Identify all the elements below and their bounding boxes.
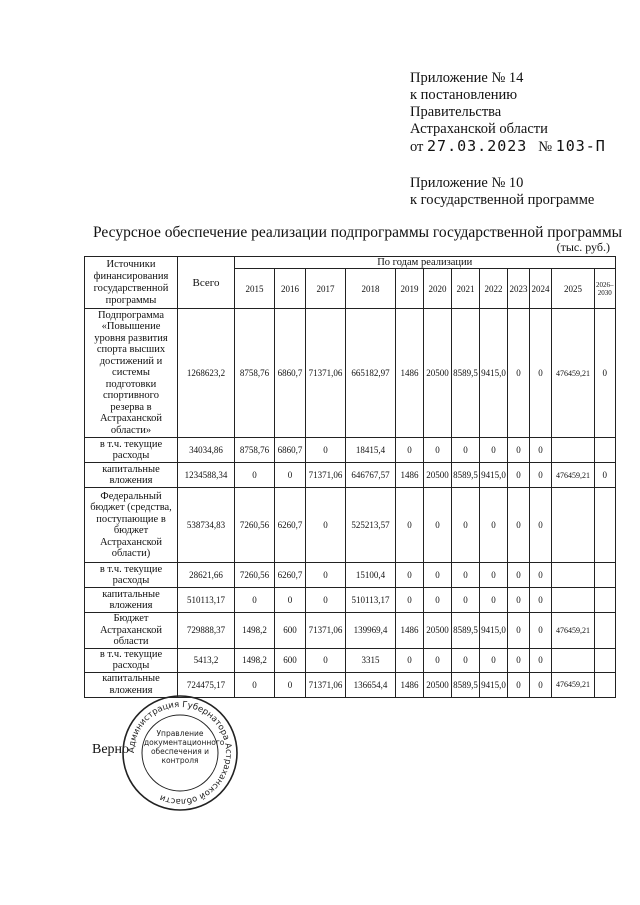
decree-number: 103-П [555, 137, 606, 155]
appendix-line: Приложение № 14 [410, 70, 524, 86]
table-cell: 0 [530, 588, 552, 613]
year-header: 2021 [452, 269, 480, 309]
year-header: 2017 [306, 269, 346, 309]
year-header: 2018 [346, 269, 396, 309]
table-cell: 0 [275, 588, 306, 613]
table-cell: 71371,06 [306, 672, 346, 697]
table-cell: 0 [424, 438, 452, 463]
row-total: 510113,17 [178, 588, 235, 613]
table-row [85, 463, 616, 488]
row-label: в т.ч. текущие расходы [85, 648, 178, 672]
table-cell: 0 [396, 648, 424, 672]
header-total: Всего [178, 257, 235, 309]
table-cell: 476459,21 [552, 463, 595, 488]
table-cell: 0 [424, 648, 452, 672]
table-cell: 0 [530, 463, 552, 488]
table-cell: 525213,57 [346, 488, 396, 563]
row-label: Федеральный бюджет (средства, поступающие в бюджет Астраханской области) [85, 488, 178, 563]
table-cell: 0 [452, 438, 480, 463]
table-cell: 0 [530, 613, 552, 649]
year-header: 2026–2030 [595, 269, 616, 309]
table-cell: 1486 [396, 613, 424, 649]
year-header: 2020 [424, 269, 452, 309]
year-header: 2024 [530, 269, 552, 309]
table-cell: 8589,5 [452, 613, 480, 649]
appendix-line: к постановлению [410, 87, 518, 103]
year-header: 2015 [235, 269, 275, 309]
table-cell: 0 [306, 438, 346, 463]
table-cell: 0 [452, 563, 480, 588]
table-cell: 1498,2 [235, 613, 275, 649]
table-cell [595, 438, 616, 463]
year-header: 2019 [396, 269, 424, 309]
table-cell: 0 [424, 563, 452, 588]
table-cell: 6860,7 [275, 309, 306, 438]
table-cell: 18415,4 [346, 438, 396, 463]
row-label: в т.ч. текущие расходы [85, 563, 178, 588]
table-cell: 600 [275, 613, 306, 649]
table-cell: 0 [508, 488, 530, 563]
table-cell: 0 [530, 648, 552, 672]
table-cell: 476459,21 [552, 309, 595, 438]
table-cell: 9415,0 [480, 613, 508, 649]
table-cell: 0 [480, 588, 508, 613]
table-row [85, 488, 616, 563]
stamp-ring-text: Администрация Губернатора Астраханской области [126, 699, 234, 807]
table-cell: 139969,4 [346, 613, 396, 649]
row-total: 729888,37 [178, 613, 235, 649]
table-cell: 0 [480, 648, 508, 672]
table-cell: 15100,4 [346, 563, 396, 588]
resource-table [84, 256, 616, 698]
table-cell: 0 [480, 438, 508, 463]
table-cell: 0 [452, 588, 480, 613]
table-cell: 476459,21 [552, 672, 595, 697]
table-cell: 0 [306, 563, 346, 588]
decree-date: 27.03.2023 [427, 137, 528, 155]
table-cell: 600 [275, 648, 306, 672]
table-row [85, 648, 616, 672]
table-cell: 0 [508, 438, 530, 463]
table-row [85, 613, 616, 649]
year-header: 2016 [275, 269, 306, 309]
table-cell: 0 [396, 563, 424, 588]
table-cell: 6260,7 [275, 488, 306, 563]
table-cell: 9415,0 [480, 463, 508, 488]
table-cell: 20500 [424, 463, 452, 488]
table-cell: 0 [508, 588, 530, 613]
table-cell: 0 [235, 672, 275, 697]
table-cell: 0 [306, 648, 346, 672]
date-prefix: от [410, 139, 424, 155]
table-cell: 0 [530, 309, 552, 438]
table-cell: 71371,06 [306, 309, 346, 438]
units-label: (тыс. руб.) [556, 240, 610, 254]
table-cell: 510113,17 [346, 588, 396, 613]
table-cell [595, 672, 616, 697]
table-row [85, 309, 616, 438]
table-cell [595, 588, 616, 613]
appendix-header [410, 70, 606, 156]
table-cell: 0 [424, 488, 452, 563]
table-cell: 9415,0 [480, 672, 508, 697]
table-cell: 7260,56 [235, 488, 275, 563]
row-label: капитальные вложения [85, 463, 178, 488]
table-cell: 1498,2 [235, 648, 275, 672]
table-cell: 6860,7 [275, 438, 306, 463]
table-cell: 0 [396, 488, 424, 563]
table-cell: 0 [452, 488, 480, 563]
appendix-line: Правительства [410, 104, 502, 120]
table-cell: 7260,56 [235, 563, 275, 588]
year-header: 2025 [552, 269, 595, 309]
table-cell: 20500 [424, 309, 452, 438]
row-label: капитальные вложения [85, 672, 178, 697]
table-cell: 8589,5 [452, 672, 480, 697]
row-total: 724475,17 [178, 672, 235, 697]
table-cell: 0 [508, 309, 530, 438]
table-cell: 1486 [396, 463, 424, 488]
table-cell: 0 [396, 588, 424, 613]
table-cell: 0 [275, 672, 306, 697]
official-stamp [120, 693, 240, 813]
table-cell: 6260,7 [275, 563, 306, 588]
table-cell [552, 438, 595, 463]
table-cell: 20500 [424, 613, 452, 649]
year-header: 2022 [480, 269, 508, 309]
table-cell: 8589,5 [452, 309, 480, 438]
table-cell: 71371,06 [306, 463, 346, 488]
table-cell [552, 563, 595, 588]
header-years-group: По годам реализации [235, 257, 616, 269]
appendix-line: Астраханской области [410, 121, 548, 137]
table-cell: 1486 [396, 309, 424, 438]
table-cell: 0 [480, 563, 508, 588]
page-title: Ресурсное обеспечение реализации подпрограммы государственной программы [93, 224, 623, 241]
table-cell: 8589,5 [452, 463, 480, 488]
table-cell: 71371,06 [306, 613, 346, 649]
table-cell: 9415,0 [480, 309, 508, 438]
table-row [85, 588, 616, 613]
table-cell: 0 [235, 588, 275, 613]
header-source: Источники финансирования государственной программы [85, 257, 178, 309]
table-cell: 0 [396, 438, 424, 463]
table-cell: 0 [508, 463, 530, 488]
row-label: в т.ч. текущие расходы [85, 438, 178, 463]
verno-label: Верно [92, 742, 130, 757]
table-cell: 0 [530, 438, 552, 463]
table-cell: 0 [424, 588, 452, 613]
table-cell [552, 588, 595, 613]
stamp-center-text: Управление документационного обеспечения и контроля [144, 729, 225, 765]
table-cell [595, 563, 616, 588]
table-cell: 0 [480, 488, 508, 563]
table-row [85, 563, 616, 588]
year-header: 2023 [508, 269, 530, 309]
number-prefix: № [538, 139, 553, 155]
table-cell: 0 [306, 488, 346, 563]
row-label: капитальные вложения [85, 588, 178, 613]
table-cell: 0 [275, 463, 306, 488]
table-cell: 8758,76 [235, 438, 275, 463]
table-cell [595, 613, 616, 649]
program-appendix-header [410, 175, 594, 209]
decree-date-line [410, 138, 606, 156]
table-cell: 20500 [424, 672, 452, 697]
row-total: 34034,86 [178, 438, 235, 463]
appendix-line: к государственной программе [410, 192, 595, 208]
table-cell: 0 [508, 613, 530, 649]
row-total: 1234588,34 [178, 463, 235, 488]
table-cell: 0 [452, 648, 480, 672]
table-cell: 0 [530, 563, 552, 588]
table-cell: 0 [306, 588, 346, 613]
table-cell: 0 [595, 463, 616, 488]
row-label: Бюджет Астраханской области [85, 613, 178, 649]
appendix-line: Приложение № 10 [410, 175, 524, 191]
table-cell: 665182,97 [346, 309, 396, 438]
table-cell: 0 [595, 309, 616, 438]
row-total: 5413,2 [178, 648, 235, 672]
table-cell [552, 488, 595, 563]
table-cell [595, 648, 616, 672]
row-total: 1268623,2 [178, 309, 235, 438]
table-cell: 476459,21 [552, 613, 595, 649]
table-cell: 0 [508, 672, 530, 697]
table-row [85, 438, 616, 463]
row-total: 28621,66 [178, 563, 235, 588]
row-total: 538734,83 [178, 488, 235, 563]
table-cell: 1486 [396, 672, 424, 697]
table-cell: 0 [530, 488, 552, 563]
table-cell: 0 [235, 463, 275, 488]
row-label: Подпрограмма «Повышение уровня развития спорта высших достижений и системы подготовки спортивного резерва в Астраханской области» [85, 309, 178, 438]
table-cell: 646767,57 [346, 463, 396, 488]
table-cell [595, 488, 616, 563]
table-cell: 3315 [346, 648, 396, 672]
table-cell: 0 [530, 672, 552, 697]
table-cell: 136654,4 [346, 672, 396, 697]
table-cell: 0 [508, 648, 530, 672]
table-cell: 8758,76 [235, 309, 275, 438]
table-cell [552, 648, 595, 672]
table-cell: 0 [508, 563, 530, 588]
